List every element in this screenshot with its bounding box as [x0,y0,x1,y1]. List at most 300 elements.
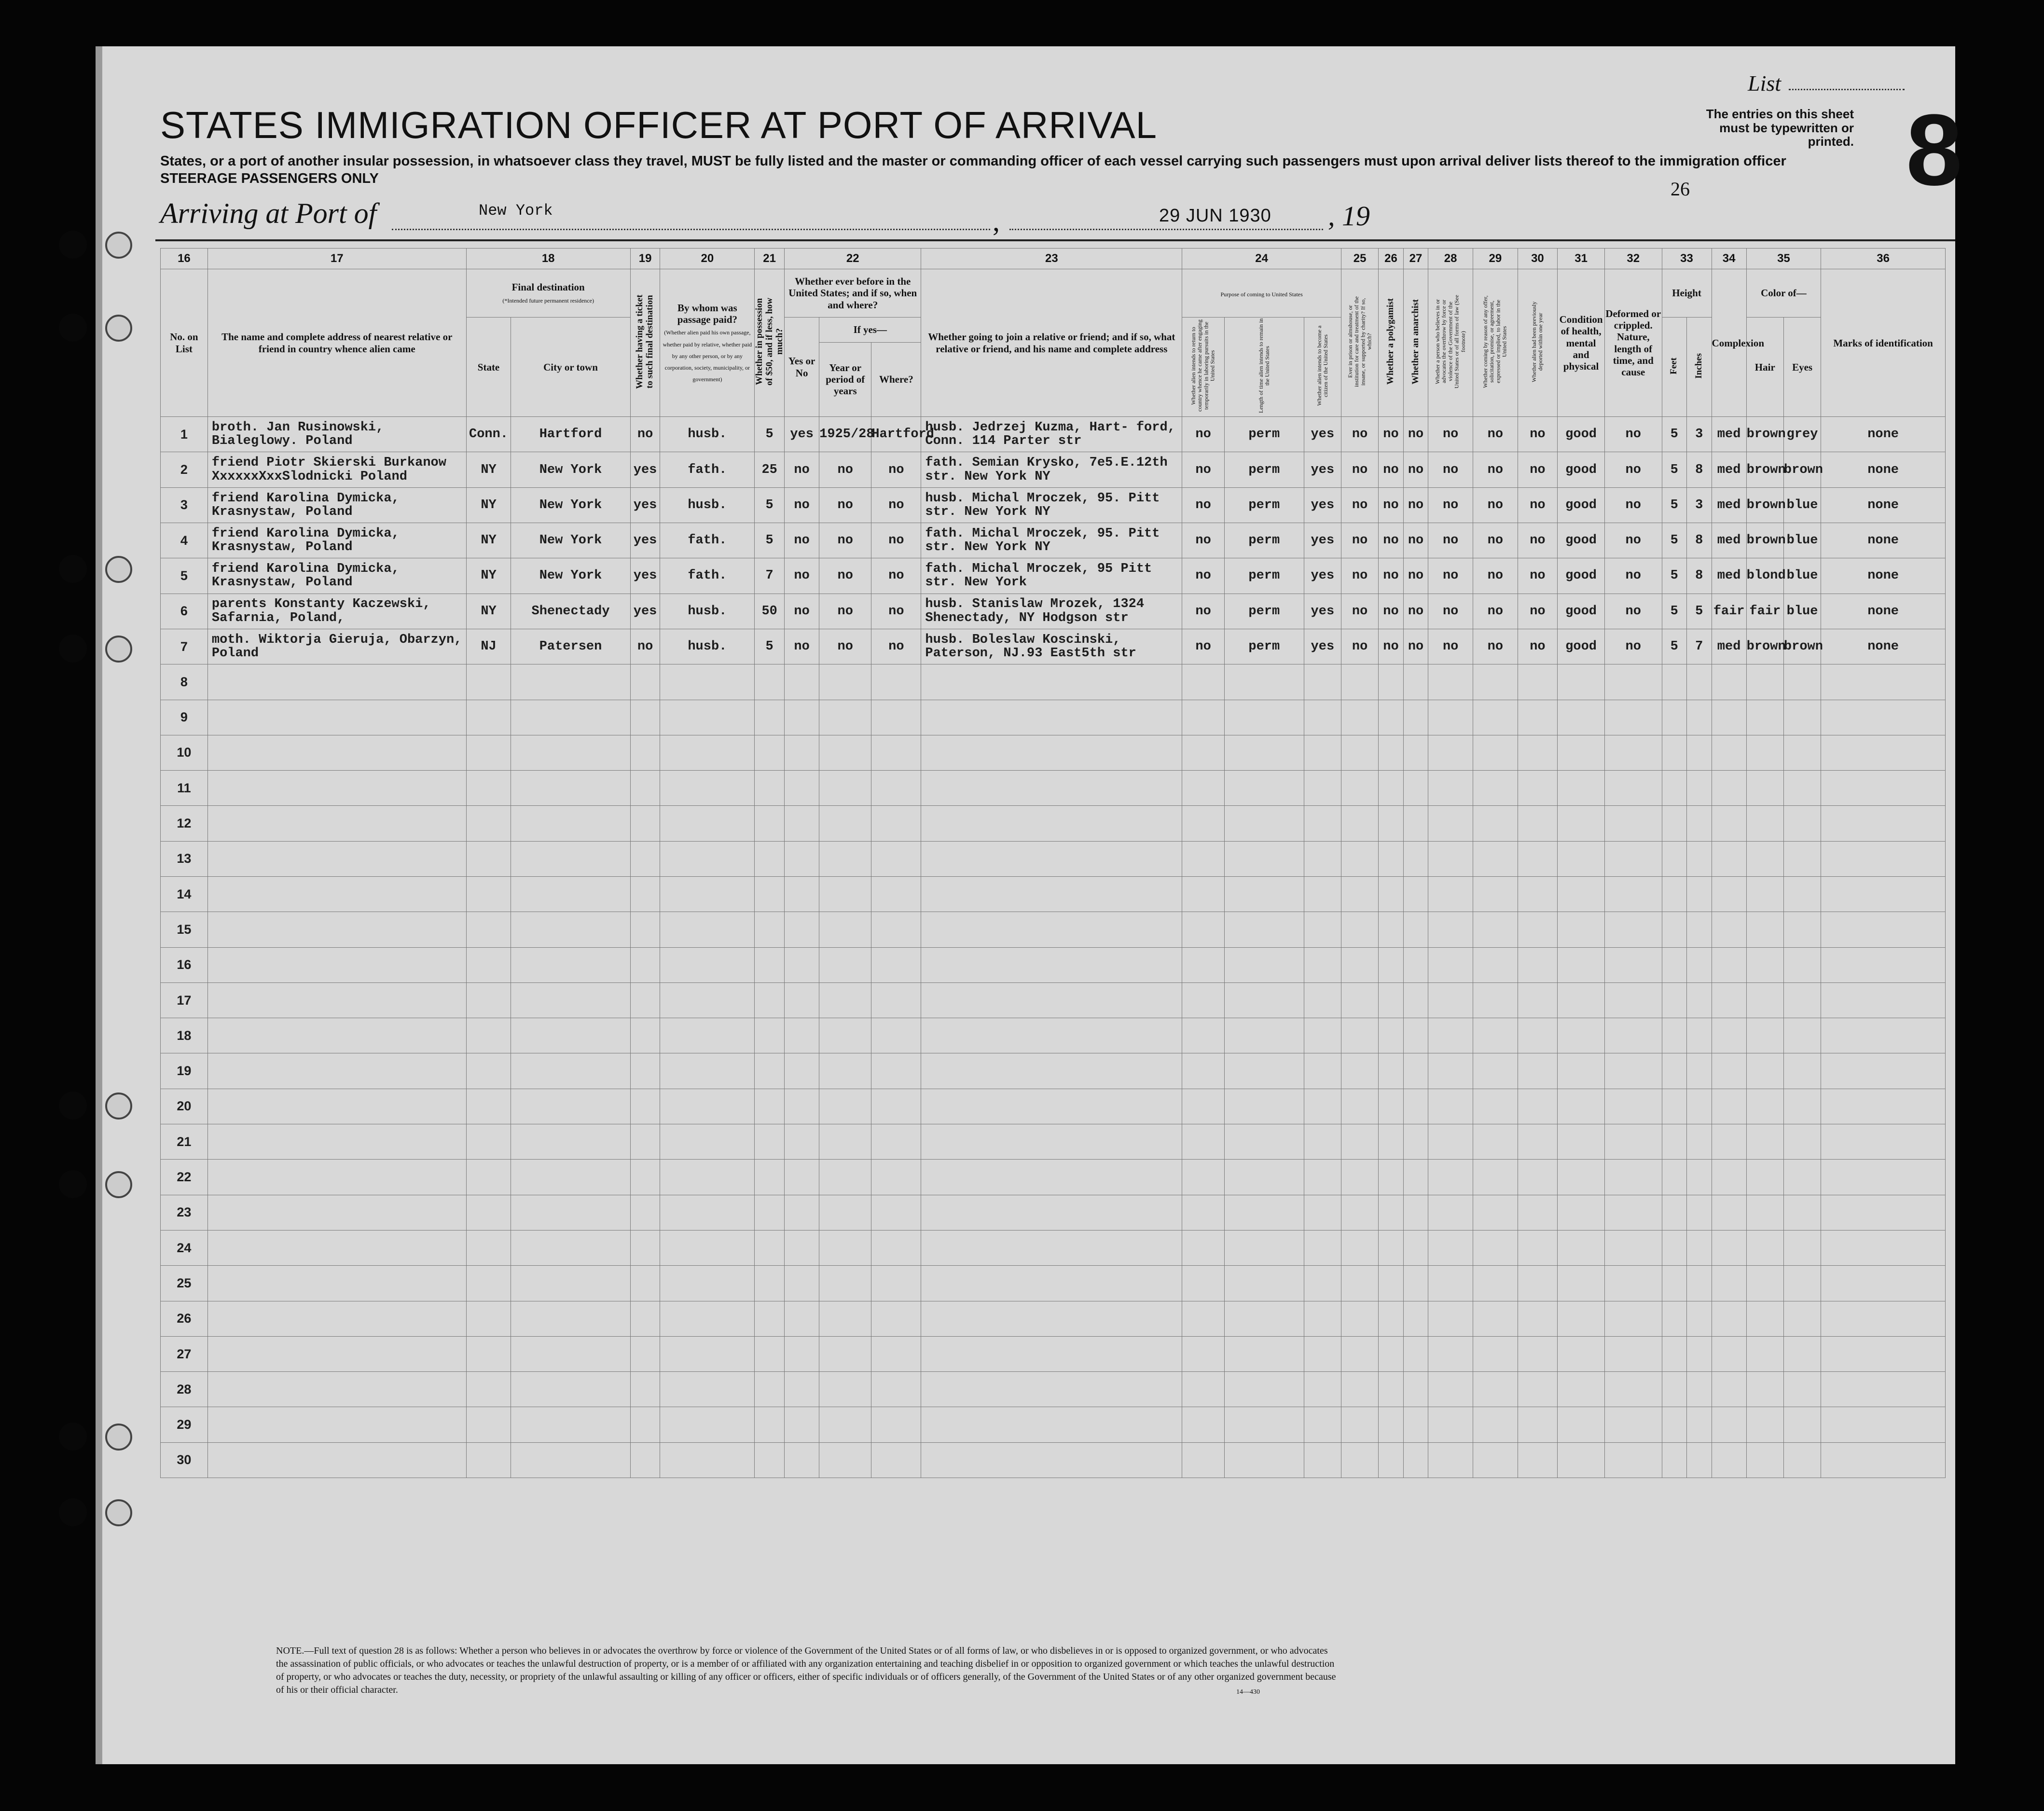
empty-cell [1821,982,1946,1018]
cell-hair: brown [1746,487,1783,523]
empty-cell [1518,1195,1557,1230]
cell-prison: no [1341,629,1378,664]
empty-cell [1662,1230,1687,1265]
empty-cell [1662,1336,1687,1371]
empty-cell [207,912,466,947]
cell-health: good [1558,594,1605,629]
empty-cell [1428,806,1473,841]
row-number: 20 [161,1089,208,1124]
empty-cell [921,912,1182,947]
row-number: 16 [161,947,208,982]
empty-cell [819,1089,871,1124]
table-row [161,1442,1946,1478]
empty-cell [1712,947,1746,982]
empty-cell [1304,1089,1341,1124]
empty-cell [1379,982,1404,1018]
empty-cell [1341,1124,1378,1160]
empty-cell [1518,1442,1557,1478]
cell-anarchist: no [1403,452,1428,487]
empty-cell [1783,947,1821,982]
cell-complexion: med [1712,558,1746,594]
empty-cell [466,1266,511,1301]
empty-cell [1687,1195,1712,1230]
table-row [161,629,1946,664]
empty-cell [1746,1018,1783,1053]
cell-eyes: brown [1783,452,1821,487]
row-number: 17 [161,982,208,1018]
empty-cell [1341,1089,1378,1124]
empty-cell [1821,1442,1946,1478]
col-num-33: 33 [1662,249,1712,269]
empty-cell [755,841,785,876]
empty-cell [785,982,819,1018]
empty-cell [660,771,755,806]
cell-purpose-return: no [1182,558,1225,594]
cell-health: good [1558,417,1605,452]
empty-cell [1428,771,1473,806]
cell-anarchist: no [1403,629,1428,664]
empty-cell [207,1442,466,1478]
empty-cell [511,1442,630,1478]
header-passage-paid: By whom was passage paid? (Whether alien paid his own passage, whether paid by relative, whether paid by any other person, or by any corporation, society, municipality, or government) [660,269,755,417]
empty-cell [630,1372,660,1407]
empty-cell [871,841,921,876]
empty-cell [660,1442,755,1478]
empty-cell [1182,1124,1225,1160]
empty-cell [785,664,819,700]
cell-polygamist: no [1379,452,1404,487]
empty-cell [785,1442,819,1478]
table-row [161,523,1946,558]
cell-deformed: no [1605,629,1662,664]
empty-cell [630,1230,660,1265]
empty-cell [630,735,660,770]
empty-cell [1473,1124,1518,1160]
empty-cell [207,1160,466,1195]
cell-purpose-length: perm [1224,523,1304,558]
empty-cell [660,1160,755,1195]
cell-state: NJ [466,629,511,664]
cell-paid: husb. [660,417,755,452]
empty-cell [1662,1018,1687,1053]
empty-cell [1783,771,1821,806]
header-prison: Ever in prison or almshouse, or institution for care and treatment of the insane, or supported by charity? If so, which? [1341,269,1378,417]
empty-cell [1712,1301,1746,1336]
empty-cell [1182,1266,1225,1301]
row-number: 27 [161,1336,208,1371]
header-yes-no: Yes or No [785,318,819,417]
empty-cell [1746,1230,1783,1265]
table-row [161,735,1946,770]
footnote: NOTE.—Full text of question 28 is as follows: Whether a person who believes in or advocates the overthrow by force or violence of the Government of the United States or of all forms of law, or who disbelieves in or is opposed to organized government, or who advocates the assassination of public officials, or who advocates or teaches the unlawful destruction of property, or is a member of or affiliated with any organization entertaining and teaching disbelief in or opposition to organized government or which teaches the unlawful destruction of property, or who advocates or teaches the duty, necessity, or propriety of the unlawful assaulting or killing of any officer or officers, either of specific individuals or of officers generally, of the Government of the United States or of any other organized government because of his or their official character. [276,1645,1336,1695]
header-purpose-length: Length of time alien intends to remain in the United States [1224,318,1304,417]
empty-cell [755,947,785,982]
empty-cell [630,1160,660,1195]
cell-hair: brown [1746,629,1783,664]
empty-cell [1558,700,1605,735]
empty-cell [1428,664,1473,700]
cell-before: no [785,487,819,523]
cell-joining: husb. Jedrzej Kuzma, Hart- ford, Conn. 114 Parter str [921,417,1182,452]
empty-cell [1403,1407,1428,1442]
empty-cell [1518,664,1557,700]
empty-cell [755,735,785,770]
empty-cell [1341,982,1378,1018]
table-row [161,912,1946,947]
empty-cell [1341,1301,1378,1336]
empty-cell [871,1018,921,1053]
empty-cell [1712,1230,1746,1265]
empty-cell [1341,1336,1378,1371]
empty-cell [207,1089,466,1124]
empty-cell [1341,1053,1378,1089]
empty-cell [1473,1442,1518,1478]
empty-cell [1821,806,1946,841]
empty-cell [1605,1230,1662,1265]
empty-cell [1746,1124,1783,1160]
empty-cell [1558,1124,1605,1160]
cell-joining: husb. Stanislaw Mrozek, 1324 Shenectady, NY Hodgson str [921,594,1182,629]
empty-cell [1662,806,1687,841]
empty-cell [511,1018,630,1053]
binder-ring [105,1499,132,1526]
empty-cell [1687,982,1712,1018]
empty-cell [1518,1266,1557,1301]
empty-cell [1746,664,1783,700]
table-row [161,594,1946,629]
cell-money: 5 [755,629,785,664]
empty-cell [1821,664,1946,700]
table-row [161,417,1946,452]
cell-q29: no [1473,452,1518,487]
cell-q29: no [1473,594,1518,629]
empty-cell [466,1230,511,1265]
empty-cell [1518,841,1557,876]
empty-cell [1712,1372,1746,1407]
empty-cell [1746,735,1783,770]
empty-cell [1379,1266,1404,1301]
cell-money: 25 [755,452,785,487]
empty-cell [511,1230,630,1265]
empty-cell [785,1124,819,1160]
empty-cell [1746,806,1783,841]
row-number: 9 [161,700,208,735]
empty-cell [466,1336,511,1371]
cell-relative: parents Konstanty Kaczewski, Safarnia, Poland, [207,594,466,629]
col-num-27: 27 [1403,249,1428,269]
empty-cell [1687,1160,1712,1195]
cell-deformed: no [1605,487,1662,523]
empty-cell [1821,1372,1946,1407]
empty-cell [819,1336,871,1371]
empty-cell [1558,947,1605,982]
empty-cell [660,1336,755,1371]
col-num-28: 28 [1428,249,1473,269]
col-num-17: 17 [207,249,466,269]
empty-cell [630,771,660,806]
empty-cell [1687,1407,1712,1442]
cell-purpose-citizen: yes [1304,523,1341,558]
empty-cell [511,877,630,912]
binder-ring [105,1424,132,1451]
empty-cell [1403,1053,1428,1089]
empty-cell [1662,877,1687,912]
empty-cell [1712,700,1746,735]
empty-cell [630,1442,660,1478]
empty-cell [466,982,511,1018]
cell-where: no [871,629,921,664]
empty-cell [1473,1053,1518,1089]
empty-cell [1662,1372,1687,1407]
empty-cell [1783,982,1821,1018]
empty-cell [921,1053,1182,1089]
empty-cell [871,735,921,770]
empty-cell [660,1266,755,1301]
cell-inches: 3 [1687,487,1712,523]
empty-cell [1473,1018,1518,1053]
empty-cell [819,841,871,876]
cell-health: good [1558,452,1605,487]
empty-cell [871,1230,921,1265]
header-q28: Whether a person who believes in or advocates the overthrow by force or violence of the Government of the United States or of all forms of law (See footnote) [1428,269,1473,417]
empty-cell [660,1195,755,1230]
empty-cell [1783,877,1821,912]
binder-ring [105,232,132,259]
empty-cell [921,1018,1182,1053]
cell-feet: 5 [1662,594,1687,629]
empty-cell [466,806,511,841]
cell-state: NY [466,523,511,558]
row-number: 2 [161,452,208,487]
cell-ticket: yes [630,594,660,629]
instructions: States, or a port of another insular possession, in whatsoever class they travel, MUST be fully listed and the master or commanding officer of each vessel carrying such passengers must upon arrival deliver lists thereof to the immigration officer [160,153,1786,169]
empty-cell [660,982,755,1018]
cell-deformed: no [1605,558,1662,594]
binder-ring [105,636,132,663]
cell-deformed: no [1605,523,1662,558]
col-num-34: 34 [1712,249,1746,269]
empty-cell [819,1160,871,1195]
empty-cell [1558,806,1605,841]
empty-cell [755,1407,785,1442]
empty-cell [1746,1266,1783,1301]
empty-cell [1821,947,1946,982]
empty-cell [466,912,511,947]
empty-cell [1304,771,1341,806]
empty-cell [1746,912,1783,947]
empty-cell [1341,1266,1378,1301]
empty-cell [511,771,630,806]
cell-polygamist: no [1379,523,1404,558]
empty-cell [1403,735,1428,770]
cell-polygamist: no [1379,417,1404,452]
empty-cell [1518,1230,1557,1265]
empty-cell [1182,1301,1225,1336]
empty-cell [1518,700,1557,735]
cell-purpose-length: perm [1224,594,1304,629]
empty-cell [1783,1124,1821,1160]
row-number: 19 [161,1053,208,1089]
empty-cell [1341,1160,1378,1195]
empty-cell [1182,1372,1225,1407]
table-row [161,700,1946,735]
empty-cell [1662,1053,1687,1089]
empty-cell [511,664,630,700]
empty-cell [1783,1053,1821,1089]
empty-cell [1712,841,1746,876]
cell-anarchist: no [1403,558,1428,594]
empty-cell [1712,1089,1746,1124]
empty-cell [1821,1301,1946,1336]
empty-cell [1746,947,1783,982]
table-row [161,1195,1946,1230]
col-num-30: 30 [1518,249,1557,269]
empty-cell [1473,1336,1518,1371]
empty-cell [1379,912,1404,947]
empty-cell [660,947,755,982]
empty-cell [1379,877,1404,912]
empty-cell [1821,1089,1946,1124]
cell-polygamist: no [1379,629,1404,664]
empty-cell [1605,877,1662,912]
empty-cell [1821,1195,1946,1230]
empty-cell [1746,1407,1783,1442]
empty-cell [1182,735,1225,770]
row-number: 10 [161,735,208,770]
empty-cell [660,1372,755,1407]
empty-cell [1341,947,1378,982]
empty-cell [660,912,755,947]
empty-cell [1662,1442,1687,1478]
empty-cell [1605,1266,1662,1301]
empty-cell [660,700,755,735]
empty-cell [630,982,660,1018]
empty-cell [1687,735,1712,770]
empty-cell [785,1195,819,1230]
empty-cell [819,877,871,912]
empty-cell [1304,1160,1341,1195]
empty-cell [630,877,660,912]
header-rule [155,239,1955,241]
empty-cell [1821,1053,1946,1089]
header-final-destination: Final destination (*Intended future permanent residence) [466,269,630,318]
empty-cell [1687,806,1712,841]
table-row [161,1372,1946,1407]
cell-ticket: yes [630,523,660,558]
row-number: 26 [161,1301,208,1336]
empty-cell [1687,1336,1712,1371]
cell-state: NY [466,594,511,629]
cell-inches: 3 [1687,417,1712,452]
empty-cell [921,735,1182,770]
empty-cell [1403,664,1428,700]
header-color: Color of— [1746,269,1821,318]
year-prefix: , 19 [1328,200,1370,232]
empty-cell [1224,841,1304,876]
empty-cell [1605,1089,1662,1124]
empty-cell [630,1407,660,1442]
cell-year: no [819,452,871,487]
empty-cell [511,1266,630,1301]
empty-cell [466,1372,511,1407]
empty-cell [785,912,819,947]
binder-ring [105,1092,132,1120]
empty-cell [1712,1195,1746,1230]
row-number: 30 [161,1442,208,1478]
empty-cell [785,947,819,982]
cell-q28: no [1428,452,1473,487]
empty-cell [1473,1230,1518,1265]
cell-relative: friend Piotr Skierski Burkanow XxxxxxXxxSlodnicki Poland [207,452,466,487]
empty-cell [660,1089,755,1124]
empty-cell [1558,1407,1605,1442]
cell-year: no [819,558,871,594]
empty-cell [1687,1124,1712,1160]
col-num-23: 23 [921,249,1182,269]
empty-cell [819,912,871,947]
empty-cell [1687,947,1712,982]
empty-cell [1746,771,1783,806]
empty-cell [921,1195,1182,1230]
empty-cell [1182,1018,1225,1053]
empty-cell [785,771,819,806]
table-row [161,1336,1946,1371]
empty-cell [1821,877,1946,912]
empty-cell [466,700,511,735]
binder-hole [59,1170,87,1198]
empty-cell [1341,841,1378,876]
row-number: 21 [161,1124,208,1160]
empty-cell [1379,1230,1404,1265]
cell-hair: fair [1746,594,1783,629]
empty-cell [1783,700,1821,735]
cell-hair: blond [1746,558,1783,594]
empty-cell [1662,1266,1687,1301]
empty-cell [1783,912,1821,947]
cell-state: Conn. [466,417,511,452]
cell-city: Shenectady [511,594,630,629]
empty-cell [1224,1336,1304,1371]
header-complexion: Complexion [1712,269,1746,417]
cell-money: 5 [755,487,785,523]
cell-purpose-citizen: yes [1304,629,1341,664]
empty-cell [871,771,921,806]
empty-cell [1558,1372,1605,1407]
empty-cell [1379,1089,1404,1124]
empty-cell [1687,877,1712,912]
empty-cell [1304,700,1341,735]
cell-complexion: fair [1712,594,1746,629]
empty-cell [1304,1301,1341,1336]
row-number: 3 [161,487,208,523]
cell-marks: none [1821,417,1946,452]
header-health: Condition of health, mental and physical [1558,269,1605,417]
empty-cell [1304,806,1341,841]
empty-cell [921,982,1182,1018]
empty-cell [1712,1018,1746,1053]
empty-cell [630,1336,660,1371]
table-row [161,664,1946,700]
table-row [161,806,1946,841]
empty-cell [1224,877,1304,912]
empty-cell [819,1407,871,1442]
empty-cell [1821,1336,1946,1371]
empty-cell [1518,1053,1557,1089]
empty-cell [1341,1372,1378,1407]
empty-cell [1182,1442,1225,1478]
empty-cell [1473,912,1518,947]
empty-cell [1473,1407,1518,1442]
